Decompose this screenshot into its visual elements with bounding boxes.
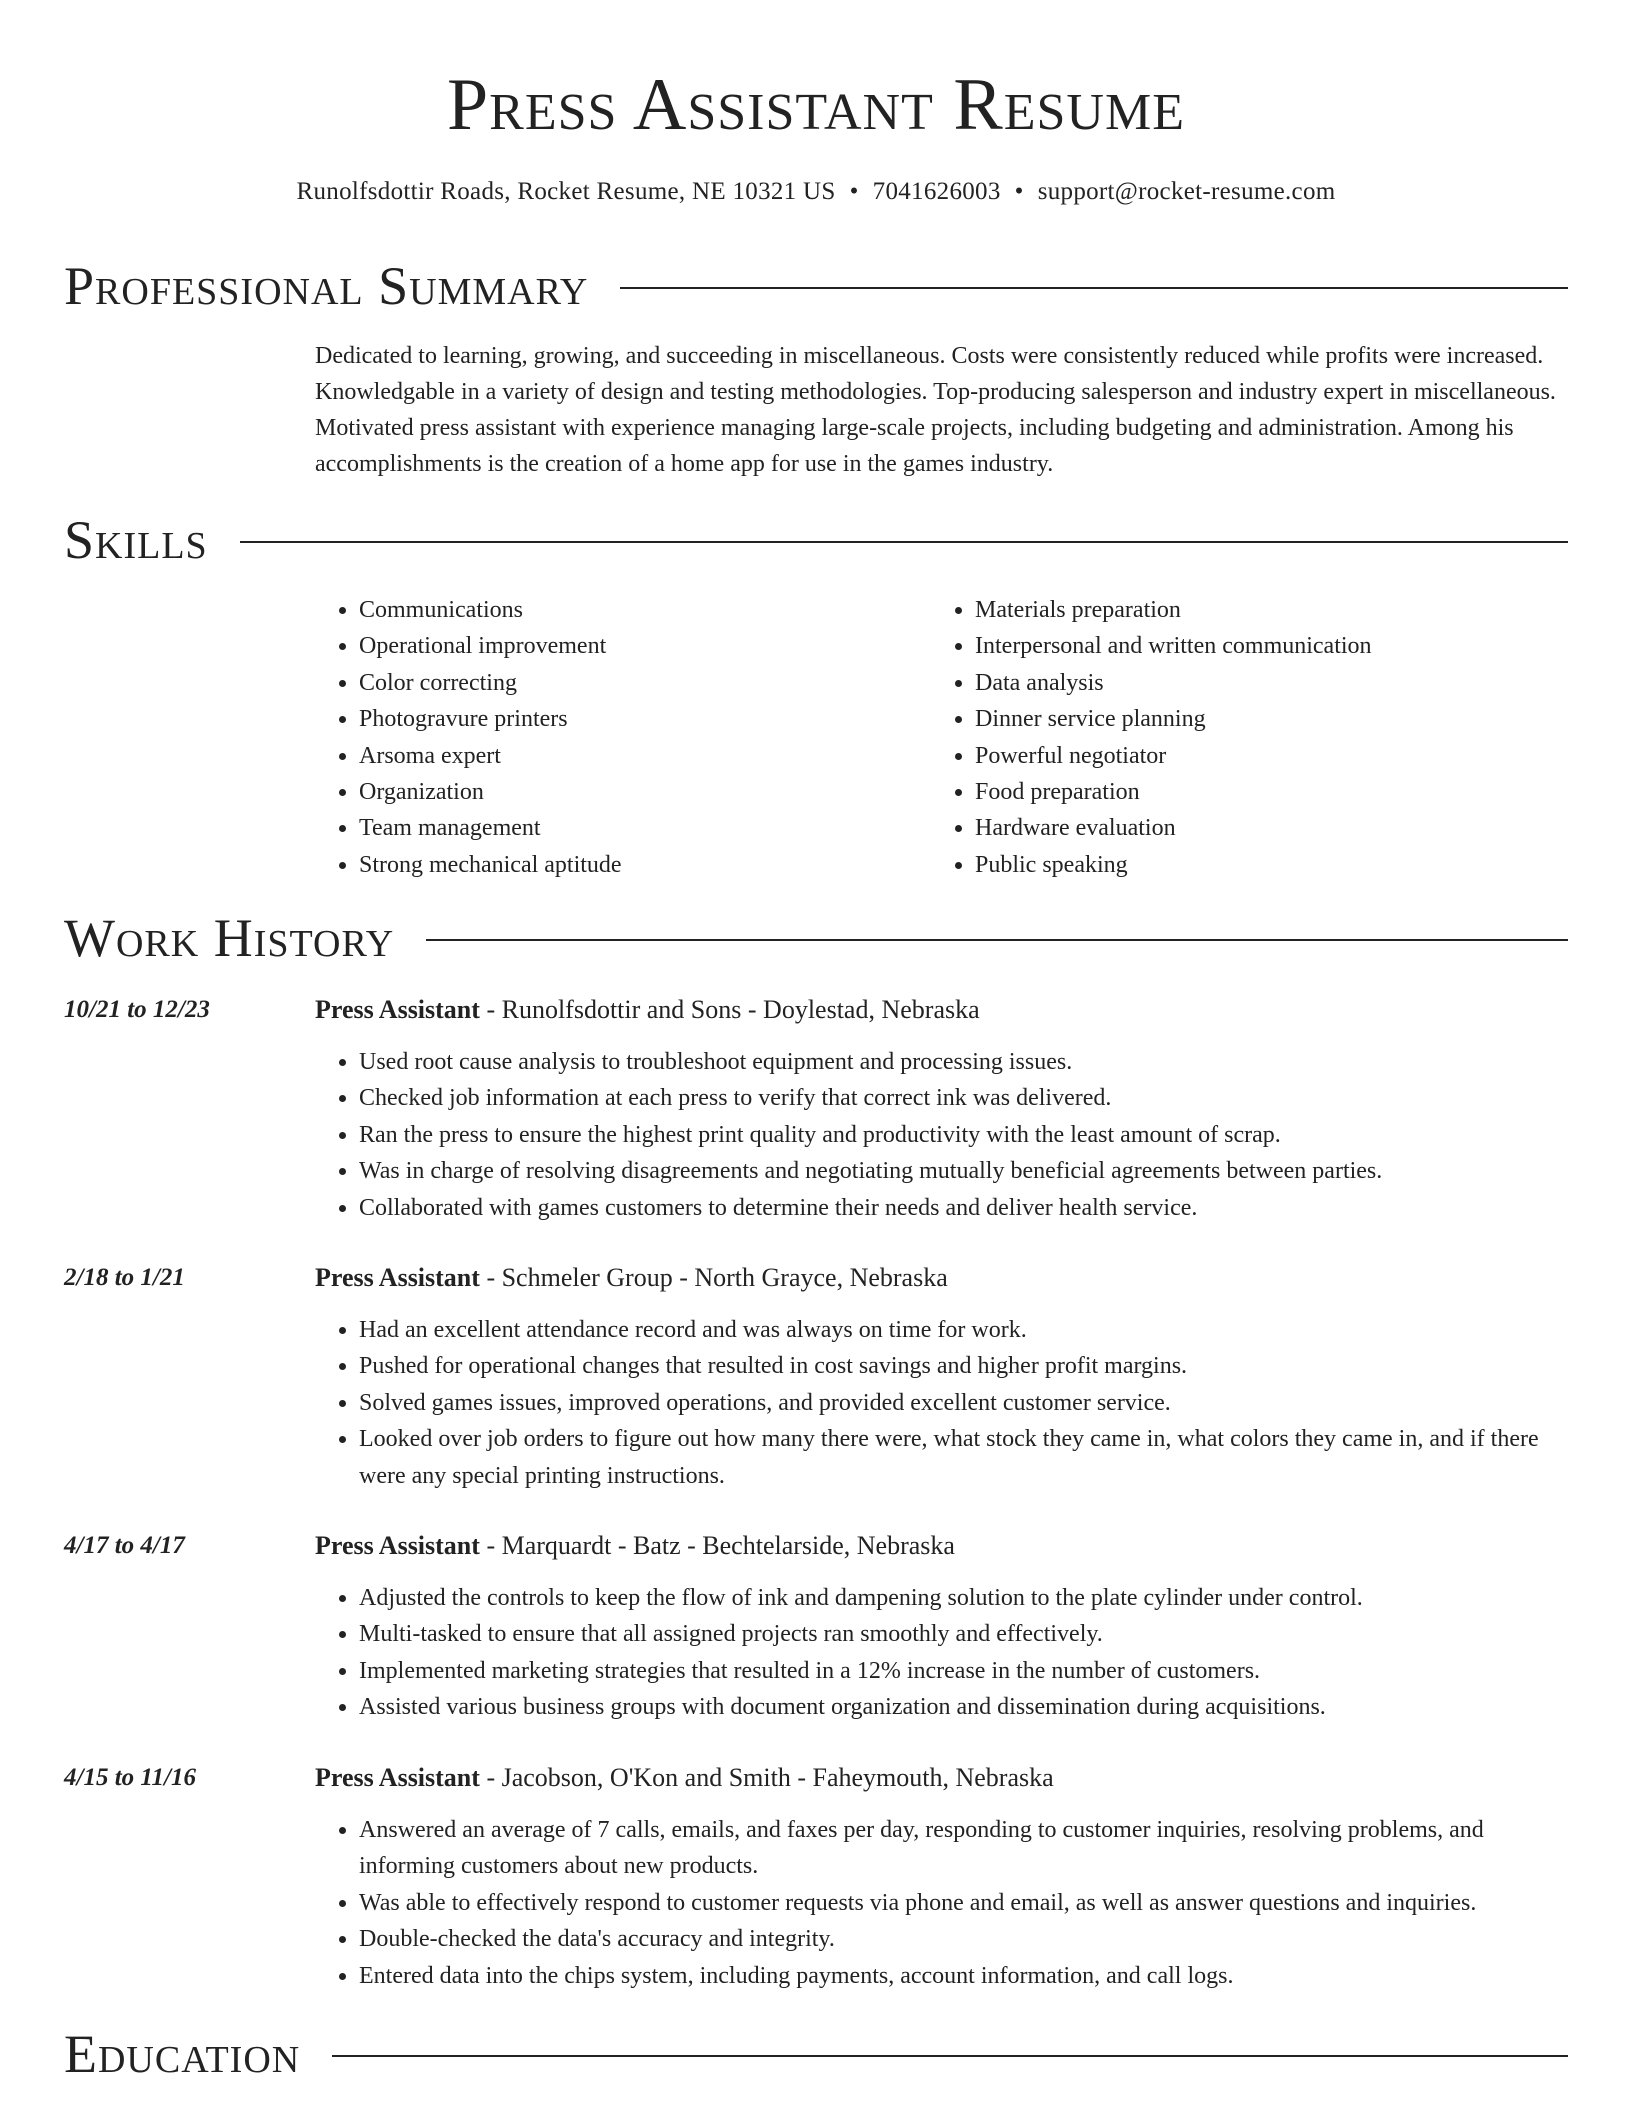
job-header — [315, 992, 980, 1028]
skill-item: • Operational improvement — [359, 628, 931, 664]
job-bullets — [315, 1812, 1568, 1994]
contact-address: Runolfsdottir Roads, Rocket Resume, NE 10321 US — [296, 178, 836, 205]
section-header-work — [64, 906, 1568, 970]
job-dates: 4/15 to 11/16 — [64, 1764, 196, 1791]
contact-separator: • — [849, 178, 859, 205]
job-header — [315, 1760, 1054, 1796]
job-header — [315, 1528, 955, 1564]
job-bullet: • Pushed for operational changes that resulted in cost savings and higher profit margins. — [359, 1348, 1568, 1384]
job-bullet: • Entered data into the chips system, including payments, account information, and call logs. — [359, 1958, 1568, 1994]
job-bullet: • Solved games issues, improved operations, and provided excellent customer service. — [359, 1385, 1568, 1421]
job-bullets — [315, 1044, 1568, 1226]
contact-phone: 7041626003 — [872, 178, 1001, 205]
summary-text: Dedicated to learning, growing, and succeeding in miscellaneous. Costs were consistently reduced while profits were increased. Knowledgable in a variety of design and testing methodologies. Top-producing salesperson and industry expert in miscellaneous. Motivated press assistant with experience managing large-scale projects, including budgeting and administration. Among his accomplishments is the creation of a home app for use in the games industry. — [315, 343, 1556, 477]
job-bullet: • Assisted various business groups with document organization and dissemination during acquisitions. — [359, 1689, 1568, 1725]
job-bullet: • Was in charge of resolving disagreements and negotiating mutually beneficial agreements between parties. — [359, 1153, 1568, 1189]
section-title-education: Education — [64, 2024, 301, 2084]
job-details: - Runolfsdottir and Sons - Doylestad, Nebraska — [479, 995, 980, 1024]
skill-item: • Color correcting — [359, 665, 931, 701]
job-title: Press Assistant — [315, 1763, 480, 1792]
job-title: Press Assistant — [315, 995, 480, 1024]
section-title-summary: Professional Summary — [64, 256, 589, 316]
skill-item: • Dinner service planning — [975, 701, 1547, 737]
skill-item: • Materials preparation — [975, 592, 1547, 628]
contact-line — [0, 176, 1632, 208]
skills-list — [315, 592, 1568, 883]
skill-item: • Powerful negotiator — [975, 738, 1547, 774]
job-bullet: • Adjusted the controls to keep the flow of ink and dampening solution to the plate cylinder under control. — [359, 1580, 1568, 1616]
job-dates: 10/21 to 12/23 — [64, 996, 210, 1023]
job-bullet: • Was able to effectively respond to customer requests via phone and email, as well as answer questions and inquiries. — [359, 1885, 1568, 1921]
section-divider — [426, 939, 1568, 941]
job-title: Press Assistant — [315, 1531, 480, 1560]
section-divider — [620, 287, 1568, 289]
skill-item: • Data analysis — [975, 665, 1547, 701]
skill-item: • Arsoma expert — [359, 738, 931, 774]
job-dates: 2/18 to 1/21 — [64, 1264, 185, 1291]
job-bullet: • Implemented marketing strategies that resulted in a 12% increase in the number of customers. — [359, 1653, 1568, 1689]
section-header-summary — [64, 254, 1568, 318]
skill-item: • Team management — [359, 810, 931, 846]
job-bullet: • Collaborated with games customers to determine their needs and deliver health service. — [359, 1190, 1568, 1226]
skill-item: • Hardware evaluation — [975, 810, 1547, 846]
contact-separator: • — [1014, 178, 1024, 205]
contact-email: support@rocket-resume.com — [1037, 178, 1336, 205]
skill-item: • Public speaking — [975, 847, 1547, 883]
section-divider — [240, 541, 1568, 543]
job-bullet: • Double-checked the data's accuracy and integrity. — [359, 1921, 1568, 1957]
skill-item: • Organization — [359, 774, 931, 810]
job-bullet: • Used root cause analysis to troubleshoot equipment and processing issues. — [359, 1044, 1568, 1080]
section-title-work: Work History — [64, 908, 395, 968]
job-bullet: • Looked over job orders to figure out how many there were, what stock they came in, what colors they came in, and if there were any special printing instructions. — [359, 1421, 1568, 1494]
skill-item: • Photogravure printers — [359, 701, 931, 737]
section-divider — [332, 2055, 1568, 2057]
job-details: - Schmeler Group - North Grayce, Nebraska — [479, 1263, 948, 1292]
resume-title: Press Assistant Resume — [447, 64, 1185, 146]
section-header-education — [64, 2022, 1568, 2086]
skill-item: • Interpersonal and written communication — [975, 628, 1547, 664]
job-title: Press Assistant — [315, 1263, 480, 1292]
job-bullet: • Had an excellent attendance record and was always on time for work. — [359, 1312, 1568, 1348]
skills-column-right — [931, 592, 1547, 883]
job-dates: 4/17 to 4/17 — [64, 1532, 185, 1559]
job-details: - Jacobson, O'Kon and Smith - Faheymouth, Nebraska — [479, 1763, 1054, 1792]
skill-item: • Food preparation — [975, 774, 1547, 810]
job-bullet: • Multi-tasked to ensure that all assigned projects ran smoothly and effectively. — [359, 1616, 1568, 1652]
job-bullet: • Ran the press to ensure the highest print quality and productivity with the least amount of scrap. — [359, 1117, 1568, 1153]
job-bullet: • Checked job information at each press to verify that correct ink was delivered. — [359, 1080, 1568, 1116]
skill-item: • Strong mechanical aptitude — [359, 847, 931, 883]
job-header — [315, 1260, 948, 1296]
job-bullets — [315, 1312, 1568, 1494]
section-title-skills: Skills — [64, 510, 208, 570]
job-details: - Marquardt - Batz - Bechtelarside, Nebraska — [479, 1531, 955, 1560]
skill-item: • Communications — [359, 592, 931, 628]
section-header-skills — [64, 508, 1568, 572]
job-bullet: • Answered an average of 7 calls, emails, and faxes per day, responding to customer inquiries, resolving problems, and informing customers about new products. — [359, 1812, 1568, 1885]
skills-column-left — [315, 592, 931, 883]
job-bullets — [315, 1580, 1568, 1726]
